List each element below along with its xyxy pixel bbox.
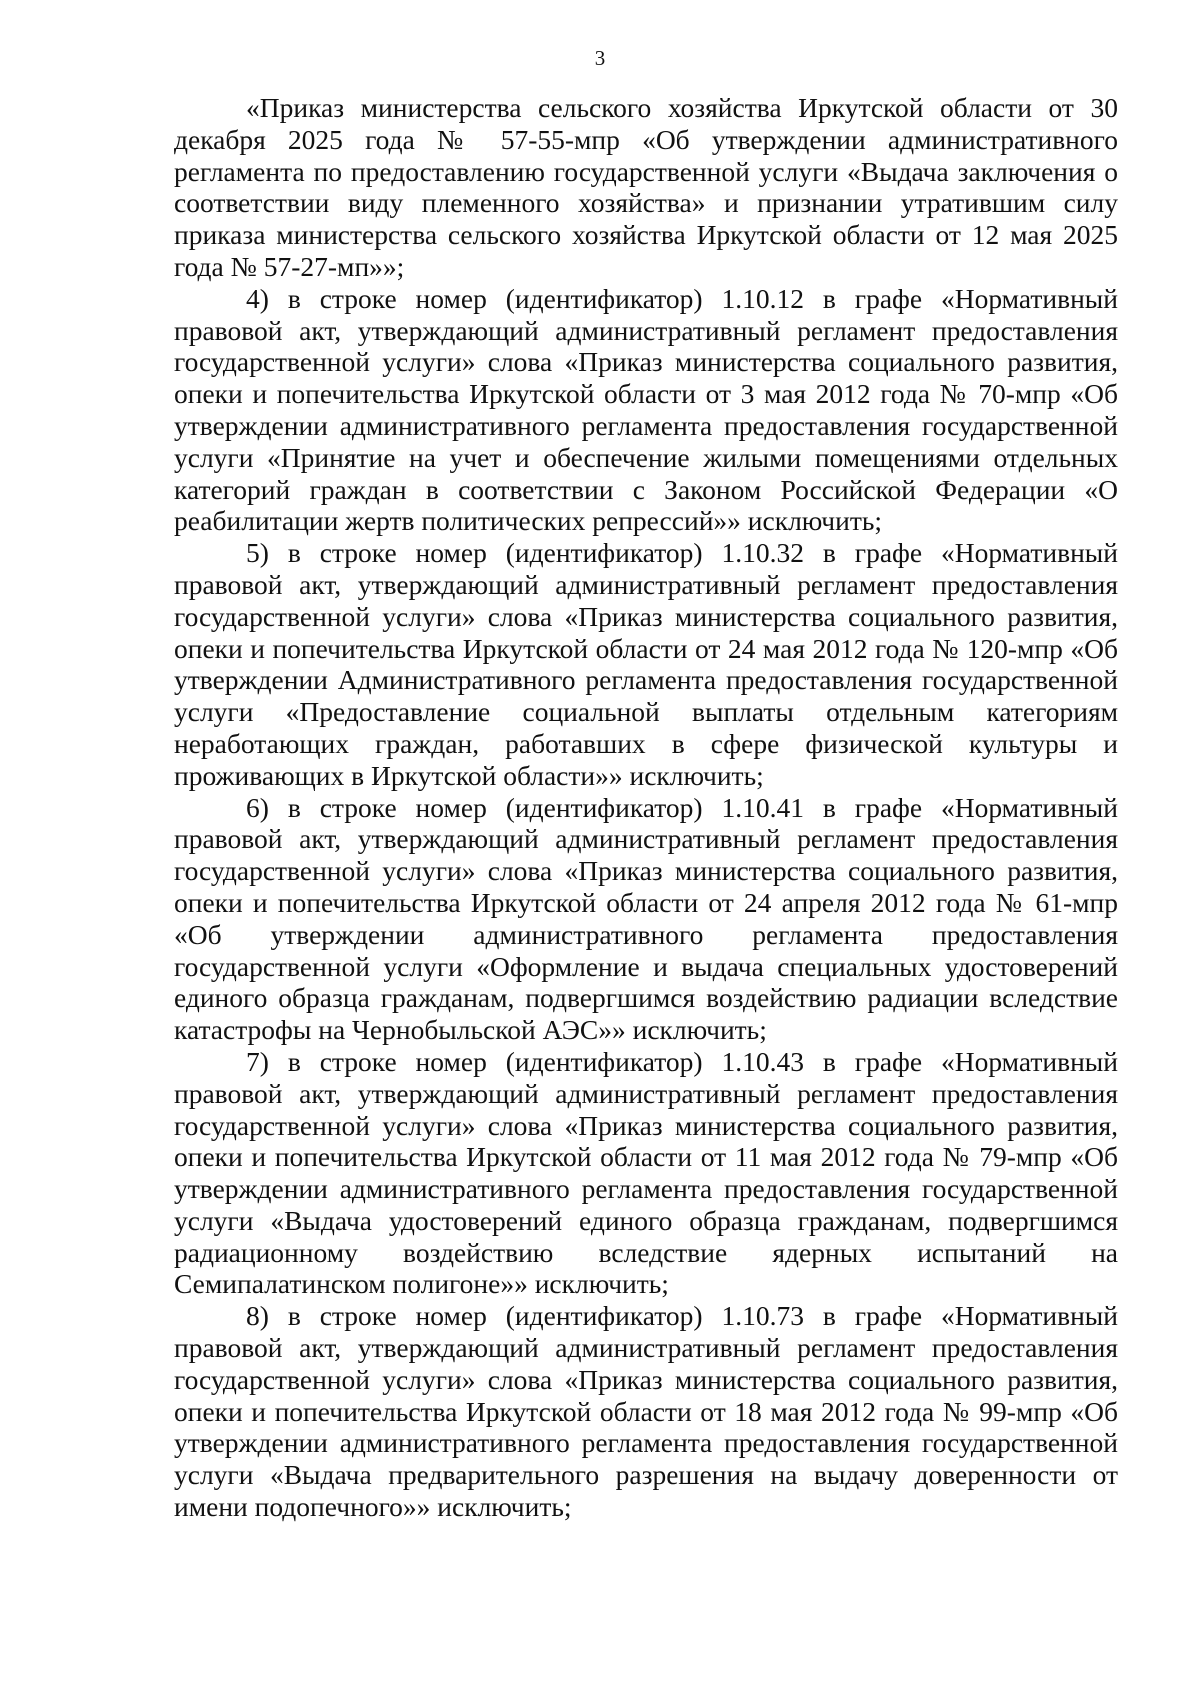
paragraph-item-5: 5) в строке номер (идентификатор) 1.10.32 в графе «Нормативный правовой акт, утверждающий административный регламент предоставления государственной услуги» слова «Приказ министерства социального развития, опеки и попечительства Иркутской области от 24 мая 2012 года № 120-мпр «Об утверждении Административного регламента предоставления государственной услуги «Предоставление социальной выплаты отдельным категориям неработающих граждан, работавших в сфере физической культуры и проживающих в Иркутской области»» исключить; [174, 537, 1118, 791]
paragraph-item-6: 6) в строке номер (идентификатор) 1.10.41 в графе «Нормативный правовой акт, утверждающий административный регламент предоставления государственной услуги» слова «Приказ министерства социального развития, опеки и попечительства Иркутской области от 24 апреля 2012 года № 61-мпр «Об утверждении административного регламента предоставления государственной услуги «Оформление и выдача специальных удостоверений единого образца гражданам, подвергшимся воздействию радиации вследствие катастрофы на Чернобыльской АЭС»» исключить; [174, 791, 1118, 1046]
paragraph-item-4: 4) в строке номер (идентификатор) 1.10.12 в графе «Нормативный правовой акт, утверждающий административный регламент предоставления государственной услуги» слова «Приказ министерства социального развития, опеки и попечительства Иркутской области от 3 мая 2012 года № 70-мпр «Об утверждении административного регламента предоставления государственной услуги «Принятие на учет и обеспечение жилыми помещениями отдельных категорий граждан в соответствии с Законом Российской Федерации «О реабилитации жертв политических репрессий»» исключить; [174, 282, 1118, 537]
paragraph-item-8: 8) в строке номер (идентификатор) 1.10.73 в графе «Нормативный правовой акт, утверждающий административный регламент предоставления государственной услуги» слова «Приказ министерства социального развития, опеки и попечительства Иркутской области от 18 мая 2012 года № 99-мпр «Об утверждении административного регламента предоставления государственной услуги «Выдача предварительного разрешения на выдачу доверенности от имени подопечного»» исключить; [174, 1300, 1118, 1523]
paragraph-item-7: 7) в строке номер (идентификатор) 1.10.43 в графе «Нормативный правовой акт, утверждающий административный регламент предоставления государственной услуги» слова «Приказ министерства социального развития, опеки и попечительства Иркутской области от 11 мая 2012 года № 79-мпр «Об утверждении административного регламента предоставления государственной услуги «Выдача удостоверений единого образца гражданам, подвергшимся радиационному воздействию вследствие ядерных испытаний на Семипалатинском полигоне»» исключить; [174, 1045, 1118, 1300]
paragraph-order-reference: «Приказ министерства сельского хозяйства Иркутской области от 30 декабря 2025 года № 57-55-мпр «Об утверждении административного регламента по предоставлению государственной услуги «Выдача заключения о соответствии виду племенного хозяйства» и признании утратившим силу приказа министерства сельского хозяйства Иркутской области от 12 мая 2025 года № 57-27-мп»»; [174, 92, 1118, 282]
page-number: 3 [594, 46, 606, 70]
document-body [174, 92, 1118, 1523]
